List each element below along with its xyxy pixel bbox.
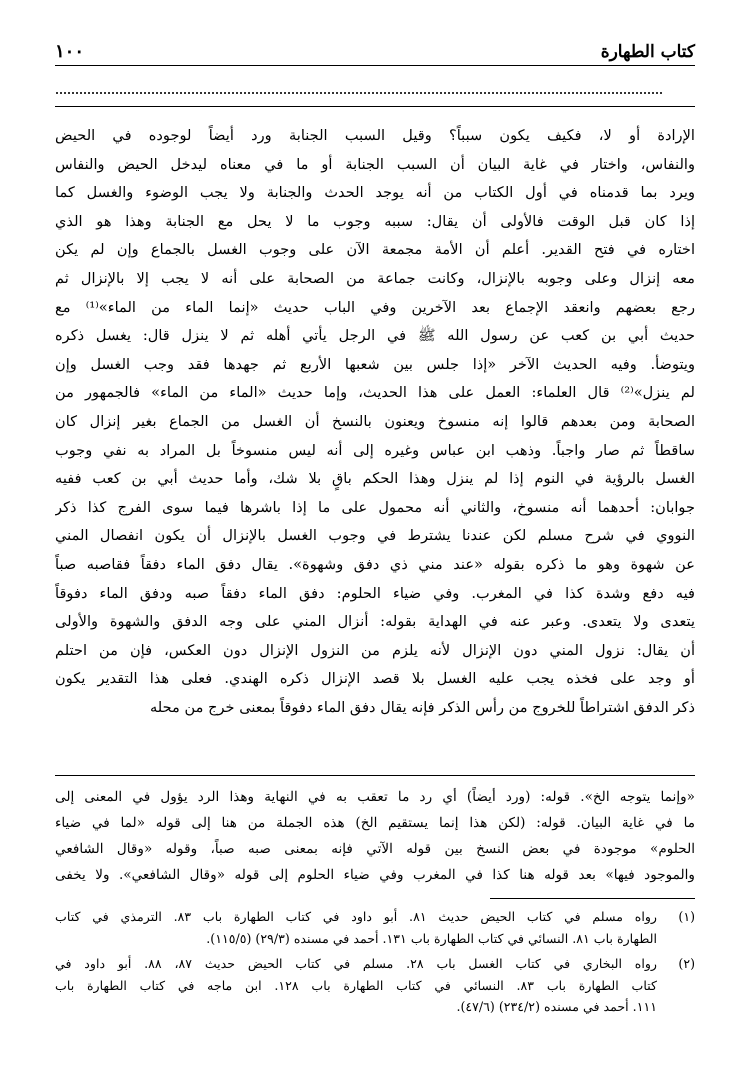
commentary-line: «وإنما يتوجه الخ». قوله: (ورد أيضاً) أي رد ما تعقب به في النهاية وهذا الرد يؤول في المعنى إلى	[55, 789, 695, 805]
main-text-line: أو وجد على فخذه يجب عليه الغسل بلا قصد الإنزال ذكره الهندي. فعلى هذا التقدير يكون	[55, 670, 695, 688]
commentary-line: ما في غاية البيان. قوله: (لكن هذا إنما يستقيم الخ) هذه الجملة من هنا إلى قوله «لما في ضياء	[55, 815, 695, 831]
main-text-line: الصحابة ومن بعدهم قالوا إنه منسوخ ويعنون بالنسخ أن الغسل من الجماع بغير إنزال كان	[55, 412, 695, 430]
main-text-line: الإرادة أو لا، فكيف يكون سبباً؟ وقيل السبب الجنابة ورد أيضاً لوجوده في الحيض	[55, 127, 695, 144]
main-text-block	[55, 122, 695, 722]
header-rule	[55, 106, 695, 107]
main-text-line: اختاره في فتح القدير. أعلم أن الأمة مجمعة الآن على وجوب الغسل بالجماع وإن لم يكن	[55, 241, 695, 259]
footnote-number: (١)	[678, 909, 695, 924]
running-header	[55, 34, 695, 66]
footnote	[55, 953, 695, 1018]
commentary-line: الحلوم» موجودة في بعض النسخ بين قوله الآتي فإنه بمعنى صبه صباً، وقوله «وقال الشافعي	[55, 841, 695, 857]
main-text-line: لم ينزل»⁽²⁾ قال العلماء: العمل على هذا الحديث، وإما حديث «الماء من الماء» فالجمهور من	[55, 384, 695, 402]
main-text-line: رجع بعضهم وانعقد الإجماع بعد الآخرين وفي الباب حديث «إنما الماء من الماء»⁽¹⁾ مع	[55, 298, 695, 316]
main-text-line: يتعدى ولا يتعدى. وعبر عنه في الهداية بقوله: أنزال المني على وجه الدفق والشهوة والأولى	[55, 613, 695, 631]
main-text-line: ذكر الدفق اشتراطاً للخروج من رأس الذكر فإنه يقال دفق الماء دفوقاً بمعنى خرج من محله	[149, 698, 695, 716]
footnote-rule	[490, 898, 695, 899]
main-text-line: جوابان: أحدهما أنه منسوخ، والثاني أنه محمول على ما إذا باشرها فيما سوى الفرج كذا ذكر	[55, 498, 695, 516]
main-text-line: عن شهوة وهو ما ذكره بقوله «عند مني ذي دفق وشهوة». يقال دفق الماء دفقاً فقاصبه صباً	[55, 555, 695, 573]
main-text-line: إذا كان قبل الوقت فالأولى أن يقال: سببه وجوب ما لا يحل مع الجنابة وهذا هو الذي	[55, 212, 695, 230]
main-text-line: أن يقال: نزول المني دون الإنزال لأنه يلزم من النزول الإنزال دون العكس، فإن من احتلم	[55, 641, 695, 659]
main-text-line: ويتوضأ. وفيه الحديث الآخر «إذا جلس بين شعبها الأربع ثم جهدها فقد وجب الغسل وإن	[55, 355, 695, 373]
footnote-line: كتاب الطهارة باب ٨٣. النسائي في كتاب الطهارة باب ١٢٨. ابن ماجه في كتاب الطهارة باب	[55, 977, 657, 993]
footnote-text	[55, 906, 657, 949]
footnote-line: ١١١. أحمد في مسنده (٢٣٤/٢) (٤٧/٦).	[456, 999, 657, 1014]
footnote-number: (٢)	[678, 956, 695, 971]
main-text-line: النووي في شرح مسلم لكن عندنا يشترط في وجوب الغسل بالإنزال أن يكون انفصال المني	[55, 527, 695, 545]
footnote-text	[55, 953, 657, 1018]
footnotes-block	[55, 906, 695, 1022]
footnote-line: الطهارة باب ٨١. النسائي في كتاب الطهارة باب ١٣١. أحمد في مسنده (٢٩/٣) (١١٥/٥).	[206, 930, 657, 946]
commentary-block	[55, 784, 695, 888]
main-text-line: الغسل بالرؤية في النوم إذا لم ينزل وهذا الحكم باقٍ بلا شك، وأما حديث أبي بن كعب ففيه	[55, 470, 695, 488]
commentary-rule	[55, 775, 695, 776]
book-title: كتاب الطهارة	[600, 42, 695, 62]
main-text-line: ويرد بما قدمناه في أول الكتاب من أنه يوجد الحدث والجنابة ولا يجب الوضوء والغسل كما	[55, 184, 695, 202]
page-number: ١٠٠	[55, 41, 85, 62]
footnote-line: رواه مسلم في كتاب الحيض حديث ٨١. أبو داود في كتاب الطهارة باب ٨٣. الترمذي في كتاب	[55, 909, 657, 924]
footnote-line: رواه البخاري في كتاب الغسل باب ٢٨. مسلم في كتاب الحيض حديث ٨٧، ٨٨. أبو داود في	[55, 956, 657, 971]
commentary-line: والموجود فيها» بعد قوله هنا كذا في المغرب وفي ضياء الحلوم إلى قوله «وقال الشافعي». ولا يخفى	[55, 867, 695, 883]
main-text-line: معه إنزال وعلى وجوبه بالإنزال، وكانت جماعة من الصحابة على أنه لا يجب إلا بالإنزال ثم	[55, 269, 695, 287]
main-text-line: فيه دفع وشدة كذا في المغرب. وفي ضياء الحلوم: دفق الماء دفقاً صبه ودفق الماء دفوقاً	[55, 584, 695, 602]
main-text-line: حديث أبي بن كعب عن رسول الله ﷺ في الرجل يأتي أهله ثم لا ينزل قال: يغسل ذكره	[55, 327, 695, 345]
dotted-separator	[56, 80, 662, 94]
main-text-line: والنفاس، واختار في غاية البيان أن السبب الجنابة أو ما في معناه ليدخل الحيض والنفاس	[55, 155, 695, 173]
footnote	[55, 906, 695, 949]
main-text-line: ساقطاً ثم صار واجباً. وذهب ابن عباس وغيره إلى أنه ليس منسوخاً بل المراد به نفي وجوب	[55, 441, 695, 459]
